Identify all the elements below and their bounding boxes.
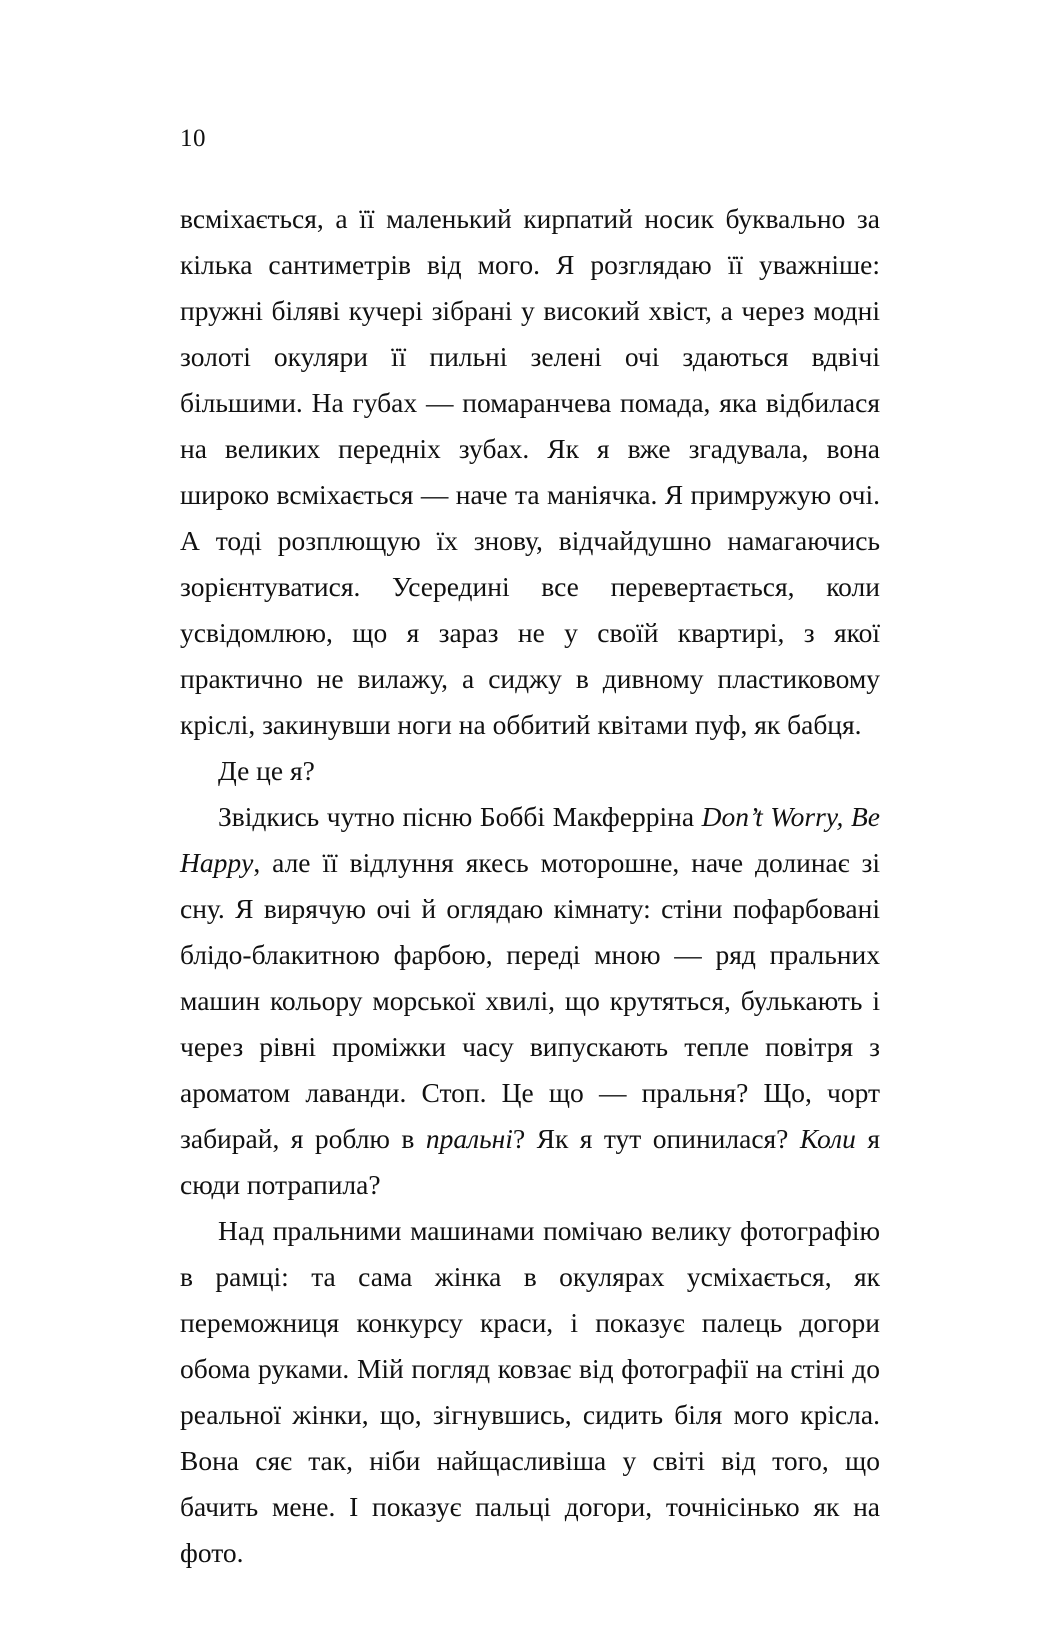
italic-text: пральні <box>425 1123 513 1154</box>
text-run: Звідкись чутно пісню Боббі Макферріна <box>218 801 702 832</box>
text-run: , але її відлуння якесь моторошне, наче долинає зі сну. Я вирячую очі й оглядаю кімнату: стіни пофарбовані блідо-блакитною фарбою, переді мною — ряд пральних машин кольору морської хвилі, що крутяться, булькають і через рівні проміжки часу випускають тепле повітря з ароматом лаванди. Стоп. Це що — пральня? Що, чорт забирай, я роблю в <box>180 847 880 1154</box>
text-run: Де це я? <box>218 755 315 786</box>
italic-text: Коли <box>799 1123 856 1154</box>
page-number: 10 <box>180 125 206 152</box>
italic-text: Don’t Worry, Be Happy <box>180 801 880 878</box>
text-run: ? Як я тут опинилася? <box>512 1123 800 1154</box>
paragraph <box>180 748 880 794</box>
paragraph <box>180 196 880 748</box>
text-run: я сюди потрапила? <box>180 1123 880 1200</box>
paragraph <box>180 1208 880 1576</box>
text-run: всміхається, а її маленький кирпатий носик буквально за кілька сантиметрів від мого. Я розглядаю її уважніше: пружні біляві кучері зібрані у високий хвіст, а через модні золоті окуляри її пильні зелені очі здаються вдвічі більшими. На губах — помаранчева помада, яка відбилася на великих передніх зубах. Як я вже згадувала, вона широко всміхається — наче та маніячка. Я примружую очі. А тоді розплющую їх знову, відчайдушно намагаючись зорієнтуватися. Усередині все перевертається, коли усвідомлюю, що я зараз не у своїй квартирі, з якої практично не вилажу, а сиджу в дивному пластиковому кріслі, закинувши ноги на оббитий квітами пуф, як бабця. <box>180 203 880 740</box>
paragraph <box>180 794 880 1208</box>
page-body-text <box>180 196 880 1576</box>
text-run: Над пральними машинами помічаю велику фотографію в рамці: та сама жінка в окулярах усміхається, як переможниця конкурсу краси, і показує палець догори обома руками. Мій погляд ковзає від фотографії на стіні до реальної жінки, що, зігнувшись, сидить біля мого крісла. Вона сяє так, ніби найщасливіша у світі від того, що бачить мене. І показує пальці догори, точнісінько як на фото. <box>180 1215 880 1568</box>
